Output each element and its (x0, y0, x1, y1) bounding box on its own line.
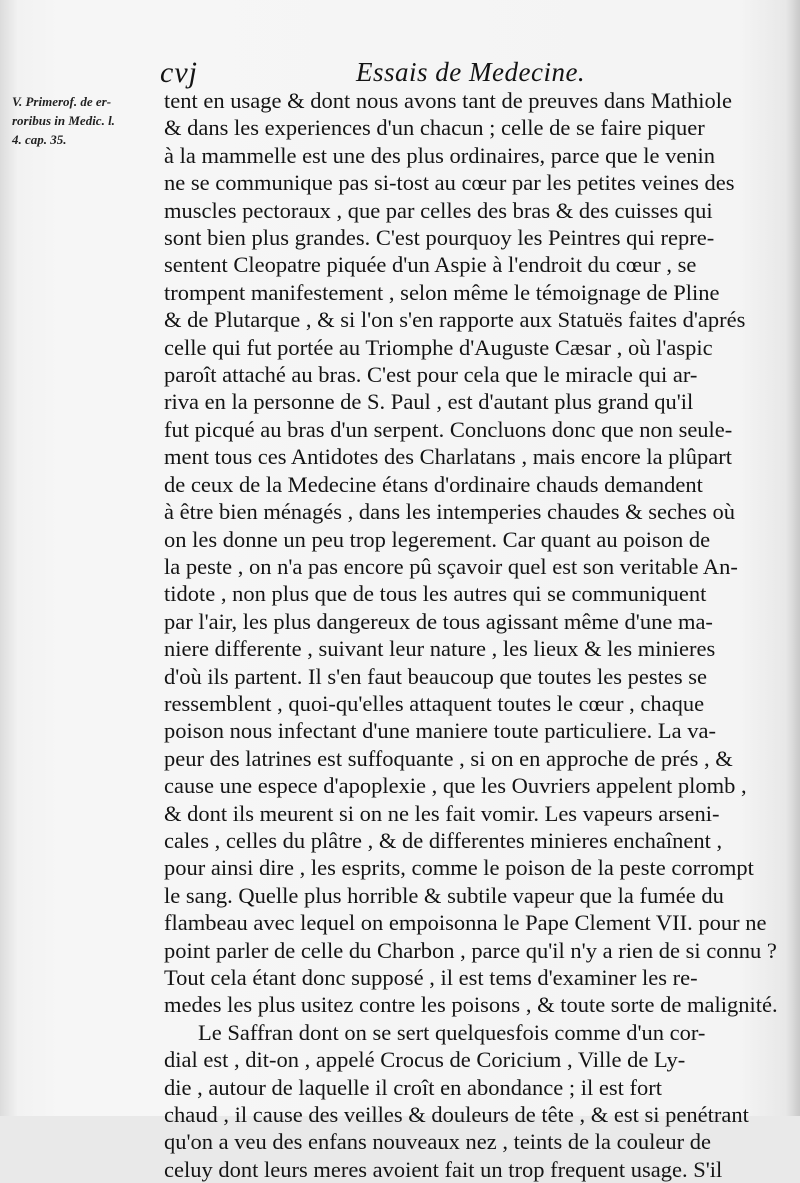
text-line: paroît attaché au bras. C'est pour cela que le miracle qui ar- (164, 362, 698, 388)
text-line: poison nous infectant d'une maniere toute particuliere. La va- (164, 718, 716, 744)
text-line: medes les plus usitez contre les poisons , & toute sorte de malignité. (164, 992, 778, 1018)
text-line: riva en la personne de S. Paul , est d'autant plus grand qu'il (164, 389, 694, 415)
text-line: dial est , dit-on , appelé Crocus de Coricium , Ville de Ly- (164, 1047, 686, 1073)
text-line: ment tous ces Antidotes des Charlatans , mais encore la plûpart (164, 444, 732, 470)
text-line: le sang. Quelle plus horrible & subtile vapeur que la fumée du (164, 882, 724, 908)
margin-note (12, 92, 162, 149)
margin-note-line: V. Primerof. de er- (12, 94, 112, 109)
text-line: trompent manifestement , selon même le témoignage de Pline (164, 279, 720, 305)
text-line: à la mammelle est une des plus ordinaires, parce que le venin (164, 142, 716, 168)
text-line: tidote , non plus que de tous les autres qui se communiquent (164, 581, 707, 607)
body-text (164, 87, 790, 1183)
text-line: & dans les experiences d'un chacun ; celle de se faire piquer (164, 115, 705, 141)
text-line: celuy dont leurs meres avoient fait un trop frequent usage. S'il (164, 1156, 723, 1182)
text-line: niere differente , suivant leur nature , les lieux & les minieres (164, 636, 716, 662)
text-line: par l'air, les plus dangereux de tous agissant même d'une ma- (164, 608, 713, 634)
text-line: d'où ils partent. Il s'en faut beaucoup que toutes les pestes se (164, 663, 707, 689)
folio-number: cvj (160, 56, 198, 89)
text-line: & de Plutarque , & si l'on s'en rapporte aux Statuës faites d'aprés (164, 307, 746, 333)
page-header (160, 56, 780, 90)
text-line: flambeau avec lequel on empoisonna le Pape Clement VII. pour ne (164, 910, 767, 936)
text-line: cause une espece d'apoplexie , que les Ouvriers appelent plomb , (164, 773, 747, 799)
text-line: point parler de celle du Charbon , parce qu'il n'y a rien de si connu ? (164, 937, 777, 963)
text-line: ne se communique pas si-tost au cœur par les petites veines des (164, 170, 735, 196)
text-line: sentent Cleopatre piquée d'un Aspie à l'endroit du cœur , se (164, 252, 697, 278)
text-line: die , autour de laquelle il croît en abondance ; il est fort (164, 1074, 662, 1100)
text-line: peur des latrines est suffoquante , si on en approche de prés , & (164, 745, 733, 771)
text-line: celle qui fut portée au Triomphe d'Auguste Cæsar , où l'aspic (164, 334, 713, 360)
margin-note-line: roribus in Medic. l. (12, 113, 115, 128)
text-line: & dont ils meurent si on ne les fait vomir. Les vapeurs arseni- (164, 800, 720, 826)
text-line: tent en usage & dont nous avons tant de preuves dans Mathiole (164, 88, 733, 113)
text-line: ressemblent , quoi-qu'elles attaquent toutes le cœur , chaque (164, 690, 705, 716)
text-line: muscles pectoraux , que par celles des bras & des cuisses qui (164, 197, 713, 223)
text-line: pour ainsi dire , les esprits, comme le poison de la peste corrompt (164, 855, 754, 881)
margin-note-line: 4. cap. 35. (12, 132, 67, 147)
text-line: sont bien plus grandes. C'est pourquoy les Peintres qui repre- (164, 225, 715, 251)
text-line: à être bien ménagés , dans les intemperies chaudes & seches où (164, 499, 736, 525)
text-line: cales , celles du plâtre , & de differentes minieres enchaînent , (164, 827, 723, 853)
text-line-paragraph-start: Le Saffran dont on se sert quelquesfois comme d'un cor- (198, 1019, 706, 1045)
text-line: chaud , il cause des veilles & douleurs de tête , & est si penétrant (164, 1102, 749, 1128)
text-line: on les donne un peu trop legerement. Car quant au poison de (164, 526, 711, 552)
text-line: la peste , on n'a pas encore pû sçavoir quel est son veritable An- (164, 553, 738, 579)
text-line: Tout cela étant donc supposé , il est tems d'examiner les re- (164, 965, 698, 990)
running-title: Essais de Medecine. (356, 57, 586, 87)
text-line: fut picqué au bras d'un serpent. Concluons donc que non seule- (164, 416, 733, 442)
text-line: de ceux de la Medecine étans d'ordinaire chauds demandent (164, 471, 703, 497)
text-line: qu'on a veu des enfans nouveaux nez , teints de la couleur de (164, 1129, 711, 1155)
